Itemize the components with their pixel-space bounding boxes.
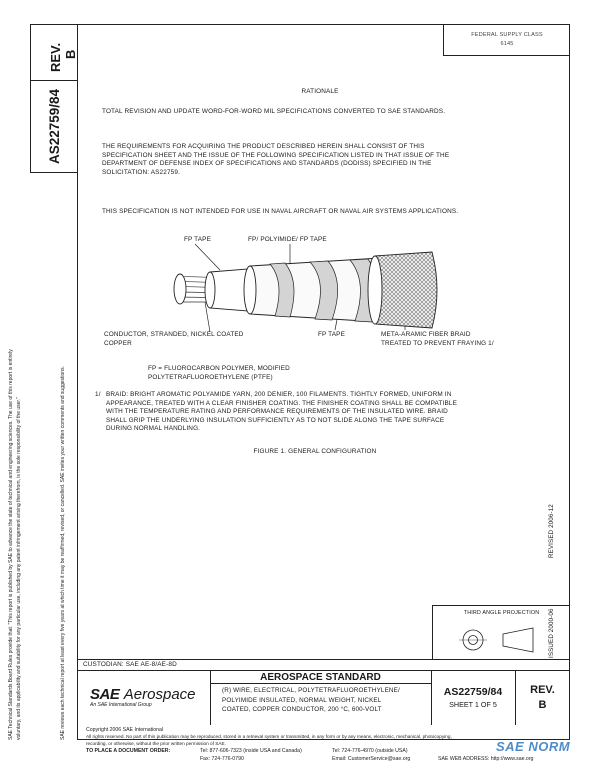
sae-logo (90, 686, 196, 708)
fsc-code: 6145 (500, 40, 514, 47)
label-fp-tape-top: FP TAPE (184, 236, 211, 243)
custodian: CUSTODIAN: SAE AE-8/AE-8D (83, 661, 177, 668)
description-line: COATED, COPPER CONDUCTOR, 200 °C, 600-VOLT (222, 706, 382, 713)
rev-label-side: REV. (48, 42, 63, 72)
label-fp-polyimide: FP/ POLYIMIDE/ FP TAPE (248, 236, 327, 243)
title-rev-value: B (538, 699, 547, 711)
title-rev-label: REV. (530, 684, 555, 696)
rev-divider (30, 80, 77, 81)
rights-line: recording, or otherwise, without the prior written permission of SAE. (86, 740, 226, 746)
web-address: SAE WEB ADDRESS: http://www.sae.org (438, 756, 534, 762)
footnote-line: WITH THE TEMPERATURE RATING AND PERFORMANCE REQUIREMENTS OF THE INSULATED WIRE. BRAID (106, 408, 448, 416)
requirements-line: DEPARTMENT OF DEFENSE INDEX OF SPECIFICATIONS AND STANDARDS (DODISS) SPECIFIED IN THE (102, 160, 432, 168)
fp-definition (148, 365, 290, 382)
rationale-heading: RATIONALE (301, 88, 339, 95)
rev-value-side: B (63, 49, 78, 59)
projection-box (432, 605, 570, 659)
description-line: (R) WIRE, ELECTRICAL, POLYTETRAFLUOROETHYLENE/ (222, 687, 400, 694)
copyright: Copyright 2006 SAE International (86, 727, 163, 733)
label-braid (381, 331, 494, 348)
header-top-edge (30, 24, 77, 25)
footnote-line: BRAID: BRIGHT AROMATIC POLYAMIDE YARN, 200 DENIER, 100 FILAMENTS. TIGHTLY FORMED, UNIFORM IN (106, 391, 452, 398)
fsc-box (443, 24, 570, 56)
revised-date: REVISED 2006-12 (548, 504, 555, 558)
tel-intl: Tel: 724-776-4970 (outside USA) (332, 748, 408, 754)
requirements-paragraph (102, 143, 449, 177)
third-angle-symbol (433, 618, 569, 658)
requirements-line: SPECIFICATION SHEET AND THE ISSUE OF THE FOLLOWING SPECIFICATION LISTED IN THAT ISSUE OF THE (102, 151, 450, 159)
docnum-divider (30, 172, 77, 173)
label-conductor-line: CONDUCTOR, STRANDED, NICKEL COATED (104, 331, 244, 338)
title-doc-number: AS22759/84 (443, 686, 503, 698)
watermark: SAE NORM (496, 739, 571, 754)
label-conductor-line: COPPER (104, 339, 132, 347)
requirements-line: THE REQUIREMENTS FOR ACQUIRING THE PRODUCT DESCRIBED HEREIN SHALL CONSIST OF THIS (102, 143, 425, 150)
title-block-top (77, 659, 570, 660)
custodian-divider (77, 670, 570, 671)
aerospace-logo-text: Aerospace (123, 686, 196, 703)
standard-description (222, 686, 400, 715)
naval-note: THIS SPECIFICATION IS NOT INTENDED FOR USE IN NAVAL AIRCRAFT OR NAVAL AIR SYSTEMS APPLICATIONS. (102, 208, 459, 215)
rationale-text: TOTAL REVISION AND UPDATE WORD-FOR-WORD MIL SPECIFICATIONS CONVERTED TO SAE STANDARDS. (102, 108, 446, 115)
footnote (106, 391, 457, 434)
footnote-line: DURING NORMAL HANDLING. (106, 425, 201, 433)
sae-logo-text: SAE (90, 686, 120, 703)
label-braid-line: TREATED TO PREVENT FRAYING 1/ (381, 339, 494, 347)
requirements-line: SOLICITATION: AS22759. (102, 168, 181, 176)
legal-text-3: SAE reviews each technical report at least every five years at which time it may be reaffirmed, revised, or cancelled. SAE invites your written comments and suggestions. (60, 366, 66, 740)
header-left-edge (30, 24, 31, 172)
footnote-line: SHALL GRIP THE UNDERLYING INSULATION SUFFICIENTLY AS TO NOT SLIDE ALONG THE TAPE SURFACE (106, 416, 445, 424)
fp-definition-line: FP = FLUOROCARBON POLYMER, MODIFIED (148, 365, 290, 372)
sae-tagline: An SAE International Group (90, 702, 152, 708)
legal-text-2: voluntary, and its applicability and suitability for any particular use, including any patent infringement arising therefrom, is the sole responsibility of the user." (16, 397, 22, 740)
doc-number-side: AS22759/84 (47, 88, 62, 164)
cable-illustration (150, 242, 450, 342)
legal-text-1: SAE Technical Standards Board Rules provide that: "This report is published by SAE to advance the state of technical and engineering sciences. The use of this report is entirely (8, 349, 14, 740)
docnum-right-divider (515, 670, 516, 725)
email: Email: CustomerService@sae.org (332, 756, 411, 762)
label-fp-tape-bottom: FP TAPE (318, 331, 345, 338)
issued-date: ISSUED 2000-06 (548, 608, 555, 658)
fsc-label: FEDERAL SUPPLY CLASS (471, 32, 543, 38)
standard-title-divider (210, 683, 431, 684)
figure-caption: FIGURE 1. GENERAL CONFIGURATION (253, 448, 377, 455)
tel-us: Tel: 877-606-7323 (inside USA and Canada) (200, 748, 302, 754)
fax: Fax: 724-776-0790 (200, 756, 244, 762)
sheet-number: SHEET 1 OF 5 (449, 700, 497, 709)
footnote-line: APPEARANCE, TREATED WITH A CLEAR FINISHER COATING. THE FINISHER COATING SHALL BE COMPATIBLE (106, 399, 457, 407)
projection-label: THIRD ANGLE PROJECTION (463, 610, 540, 616)
footnote-marker: 1/ (95, 391, 101, 398)
order-label: TO PLACE A DOCUMENT ORDER: (86, 748, 171, 754)
label-braid-line: META-ARAMIC FIBER BRAID (381, 331, 471, 338)
description-line: POLYIMIDE INSULATED, NORMAL WEIGHT, NICKEL (222, 696, 382, 704)
fp-definition-line: POLYTETRAFLUOROETHYLENE (PTFE) (148, 373, 273, 381)
label-conductor (104, 331, 244, 348)
rights-line: All rights reserved. No part of this publication may be reproduced, stored in a retrieval system or transmitted, in any form or by any means, electronic, mechanical, photocopying, (86, 734, 452, 739)
standard-title: AEROSPACE STANDARD (260, 672, 381, 683)
